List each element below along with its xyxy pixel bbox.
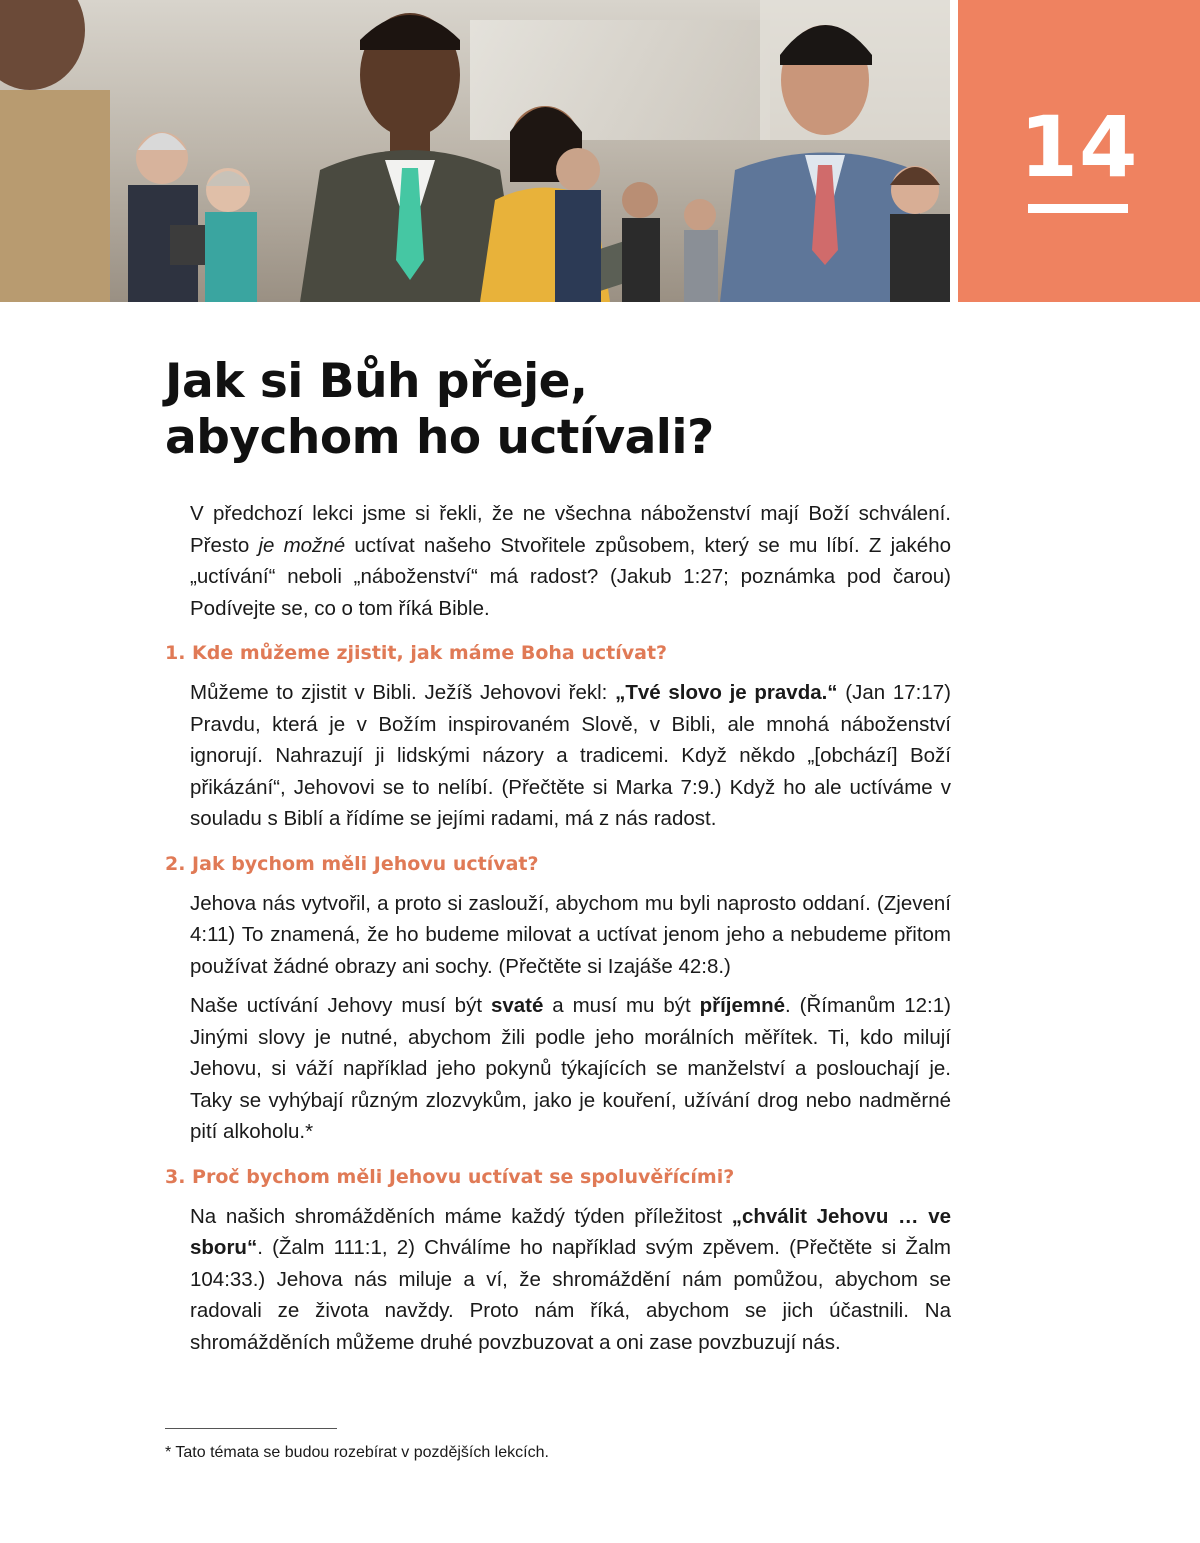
intro-text-1: V předchozí lekci jsme si řekli, že ne všechna náboženství mají Boží schválení. Přesto (190, 502, 951, 557)
s3-text-2: . (Žalm 111:1, 2) Chválíme ho například svým zpěvem. (Přečtěte si Žalm 104:33.) Jehova nás miluje a ví, že shromáždění nám pomůžou, abychom se radovali ze života navždy. Proto nám říká, abychom se jich účastnili. Na shromážděních můžeme druhé povzbuzovat a oni zase povzbuzují nás. (190, 1236, 951, 1354)
s2-text-2: a musí mu být (543, 994, 700, 1017)
lesson-number: 14 (1019, 98, 1139, 196)
question-1-heading: 1. Kde můžeme zjistit, jak máme Boha uctívat? (165, 642, 668, 664)
lesson-number-box (958, 0, 1200, 302)
section-2-paragraph-1: Jehova nás vytvořil, a proto si zaslouží, abychom mu byli naprosto oddaní. (Zjevení 4:11) To znamená, že ho budeme milovat a uctívat jenom jeho a nebudeme přitom používat žádné obrazy ani sochy. (Přečtěte si Izajáše 42:8.) (190, 891, 951, 978)
congregation-singing-photo (0, 0, 950, 302)
title-line-2: abychom ho uctívali? (165, 410, 714, 465)
s1-text-1: Můžeme to zjistit v Bibli. Ježíš Jehovovi řekl: (190, 681, 616, 704)
footnote: * Tato témata se budou rozebírat v pozdějších lekcích. (165, 1444, 549, 1461)
s2-text-1: Naše uctívání Jehovy musí být (190, 994, 491, 1017)
intro-text-2: uctívat našeho Stvořitele způsobem, který se mu líbí. Z jakého „uctívání“ neboli „náboženství“ má radost? (Jakub 1:27; poznámka pod čarou) Podívejte se, co o tom říká Bible. (190, 533, 951, 620)
section-2-paragraph-2 (190, 990, 951, 1148)
s2-bold-acceptable: příjemné (699, 994, 786, 1017)
lesson-number-underline (1028, 204, 1128, 213)
s2-bold-holy: svaté (490, 994, 544, 1017)
header-photo (0, 0, 950, 302)
intro-emphasis: je možné (258, 533, 346, 557)
s3-bold-quote: „chválit Jehovu … ve sboru“ (190, 1204, 952, 1259)
section-3-paragraph (190, 1201, 951, 1359)
question-3-heading: 3. Proč bychom měli Jehovu uctívat se spoluvěřícími? (165, 1165, 735, 1188)
lesson-content (165, 498, 951, 1358)
question-2-heading: 2. Jak bychom měli Jehovu uctívat? (165, 852, 539, 875)
s3-text-1: Na našich shromážděních máme každý týden příležitost (190, 1204, 732, 1228)
section-1-paragraph (190, 677, 951, 835)
title-line-1: Jak si Bůh přeje, (165, 354, 588, 409)
intro-paragraph (190, 498, 951, 624)
s1-bold-quote: „Tvé slovo je pravda.“ (615, 681, 838, 704)
s2-text-3: . (Římanům 12:1) Jinými slovy je nutné, abychom žili podle jeho morálních měřítek. Ti, kdo milují Jehovu, si váží například jeho pokynů týkajících se manželství a poslouchají je. Taky se vyhýbají různým zlozvykům, jako je kouření, užívání drog nebo nadměrné pití alkoholu.* (190, 994, 951, 1143)
s1-text-2: (Jan 17:17) Pravdu, která je v Božím inspirovaném Slově, v Bibli, ale mnohá náboženství ignorují. Nahrazují ji lidskými názory a tradicemi. Když někdo „[obchází] Boží přikázání“, Jehovovi se to nelíbí. (Přečtěte si Marka 7:9.) Když ho ale uctíváme v souladu s Biblí a řídíme se jejími radami, má z nás radost. (190, 681, 951, 830)
page-title (165, 354, 925, 466)
footnote-divider (165, 1428, 337, 1429)
